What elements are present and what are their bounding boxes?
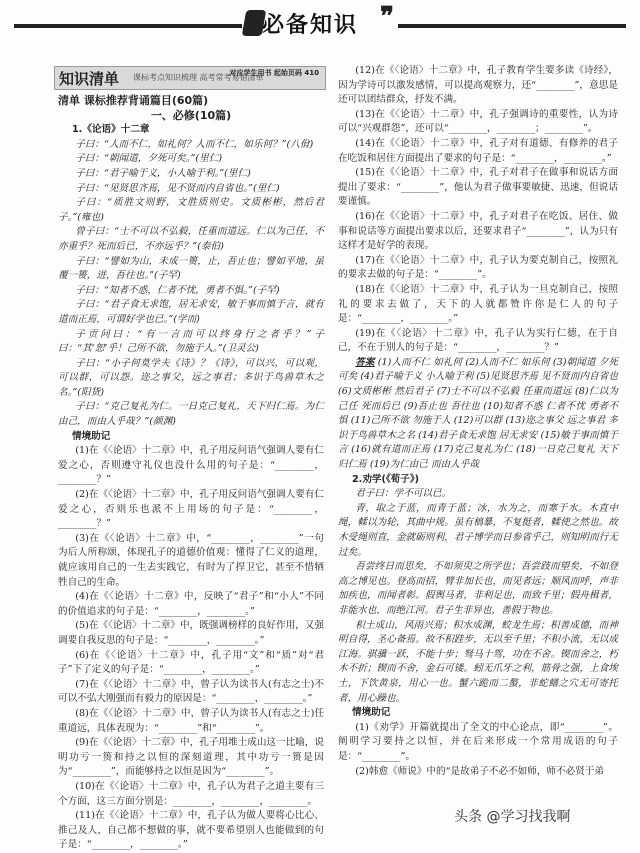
question-item: (16)在《〈论语〉十二章》中，孔子对君子在吃饭、居住、做事和说话等方面提出要求以后，还要求君子“________”，认为只有这样才是好学的表现。 xyxy=(338,210,618,252)
question-item: (13)在《〈论语〉十二章》中，孔子强调诗的重要性，认为诗可以“兴观群怨”，还可以“________，________；________”。 xyxy=(338,108,618,135)
question-item: (11)在《〈论语〉十二章》中，孔子认为做人要将心比心、推己及人，自己都不想做的事，就不要希望别人也能做到的句子是：“________，________。” xyxy=(58,810,324,851)
left-column xyxy=(58,92,324,853)
situation-heading: 情境助记 xyxy=(72,430,111,442)
passage-line: 子曰：“君子食无求饱，居无求安，敏于事而慎于言，就有道而正焉，可谓好学也已。”(学而) xyxy=(58,299,324,325)
passage-line: 青，取之于蓝，而青于蓝；冰，水为之，而寒于水。木直中绳，輮以为轮，其曲中规。虽有槁暴，不复挺者，輮使之然也。故木受绳则直，金就砺则利，君子博学而日参省乎己，则知明而行无过矣。 xyxy=(338,502,618,558)
question-item: (10)在《〈论语〉十二章》中，孔子认为君子之道主要有三个方面，这三方面分别是：________，________，________。 xyxy=(58,780,324,807)
answer-label: 答案 xyxy=(355,356,375,368)
header-page-ref: 对应学生用书 起始页码 410 xyxy=(229,69,319,77)
item-title: 1.《论语》十二章 xyxy=(72,124,150,136)
analects-passage xyxy=(58,138,324,430)
passage-line: 子曰：“朝闻道，夕死可矣。”(里仁) xyxy=(75,153,223,165)
question-item: (6)在《〈论语〉十二章》中，孔子用“文”和“质”对“君子”下了定义的句子是：“________，________。” xyxy=(58,649,324,676)
watermark: 头条 @学习找我啊 xyxy=(454,809,571,825)
knowledge-list-header xyxy=(54,66,326,90)
question-list xyxy=(58,444,324,853)
passage-line: 子曰：“知者不惑，仁者不忧，勇者不惧。”(子罕) xyxy=(75,284,280,296)
section-subheading: 一、必修(10篇) xyxy=(150,108,232,122)
passage-line: 子曰：“君子喻于义，小人喻于利。”(里仁) xyxy=(75,167,251,179)
passage-line: 君子曰：学不可以已。 xyxy=(355,488,452,500)
section-heading: 清单 课标推荐背诵篇目(60篇) xyxy=(58,94,209,107)
passage-line: 积土成山，风雨兴焉；积水成渊，蛟龙生焉；积善成德，而神明自得，圣心备焉。故不积跬步，无以至千里；不积小流，无以成江海。骐骥一跃，不能十步；驽马十驾，功在不舍。锲而舍之，朽木不折；锲而不舍，金石可镂。蚓无爪牙之利，筋骨之强，上食埃土，下饮黄泉，用心一也。蟹六跪而二螯，非蛇鳝之穴无可寄托者，用心躁也。 xyxy=(338,619,618,704)
banner-rule-left xyxy=(14,24,242,28)
question-item: (18)在《〈论语〉十二章》中，孔子认为一旦克制自己，按照礼的要求去做了，天下的人就都赞许你是仁人的句子是：“________，________。” xyxy=(338,283,618,325)
passage-line: 子曰：“克己复礼为仁。一日克己复礼，天下归仁焉。为仁由己，而由人乎哉？”(颜渊) xyxy=(58,401,324,428)
question-item: (1)《劝学》开篇就提出了全文的中心论点，即“________”。阐明学习要持之以恒，并在后来形成一个常用成语的句子是：“________”。 xyxy=(338,721,618,762)
question-item: (1)在《〈论语〉十二章》中，孔子用反问语气强调人要有仁爱之心，否则遵守礼仪也没什么用的句子是：“________，________？” xyxy=(58,445,324,486)
situation-heading: 情境助记 xyxy=(352,707,391,719)
question-item: (12)在《〈论语〉十二章》中，孔子教育学生要多读《诗经》，因为学诗可以激发感情，可以提高观察力，还“________”，意思是还可以团结群众，抒发不满。 xyxy=(338,65,618,106)
passage-line: 子曰：“人而不仁，如礼何？人而不仁，如乐何？”(八佾) xyxy=(75,138,314,150)
right-column xyxy=(338,64,618,779)
passage-line: 子曰：“小子何莫学夫《诗》？《诗》，可以兴，可以观，可以群，可以怨。迩之事父，远之事君；多识于鸟兽草木之名。”(阳货) xyxy=(58,357,324,398)
question-item: (7)在《〈论语〉十二章》中，曾子认为读书人(有志之士)不可以不弘大刚强而有毅力的原因是：“________，________。” xyxy=(58,678,324,705)
question-item: (14)在《〈论语〉十二章》中，孔子对有道德、有修养的君子在吃饭和居住方面提出了要求的句子是：“________，________。” xyxy=(338,137,618,164)
passage-line: 子贡问曰：“有一言而可以终身行之者乎？”子曰：“其‘恕’乎！己所不欲，勿施于人。”(卫灵公) xyxy=(58,328,324,355)
question-list xyxy=(338,64,618,356)
question-item: (2)韩愈《师说》中的“是故弟子不必不如师，师不必贤于弟 xyxy=(355,765,605,777)
question-item: (3)在《〈论语〉十二章》中，“________，________”一句为后人所称颂，体现孔子的道德价值观：懂得了仁义的道理，就应该用自己的一生去实践它，有时为了捍卫它，甚至不惜牺牲自己的生命。 xyxy=(58,532,324,588)
quanxue-passage xyxy=(338,487,618,706)
passage-line: 吾尝终日而思矣，不如须臾之所学也；吾尝跂而望矣，不如登高之博见也。登高而招，臂非加长也，而见者远；顺风而呼，声非加疾也，而闻者彰。假舆马者，非利足也，而致千里；假舟楫者，非能水也，而绝江河。君子生非异也，善假于物也。 xyxy=(338,561,618,616)
question-item: (2)在《〈论语〉十二章》中，孔子用反问语气强调人要有仁爱之心，否则乐也派不上用场的句子是：“________，________？” xyxy=(58,489,324,530)
banner-rule-right xyxy=(398,24,626,28)
page-banner xyxy=(0,0,640,58)
passage-line: 子曰：“譬如为山，未成一篑，止，吾止也；譬如平地，虽覆一篑，进，吾往也。”(子罕) xyxy=(58,255,324,282)
question-item: (17)在《〈论语〉十二章》中，孔子认为要克制自己，按照礼的要求去做的句子是：“________”。 xyxy=(338,254,618,281)
passage-line: 子曰：“质胜文则野，文胜质则史。文质彬彬，然后君子。”(雍也) xyxy=(58,197,324,223)
answer-block xyxy=(338,356,618,473)
answer-text: (1)人而不仁 如礼何 (2)人而不仁 如乐何 (3)朝闻道 夕死可矣 (4)君子喻于义 小人喻于利 (5)见贤思齐焉 见不贤而内自省也 (6)文质彬彬 然后君子 (7)士不可以不弘毅 任重而道远 (8)仁以为己任 死而后已 (9)吾止也 吾往也 (10)知者不惑 仁者不忧 勇者不惧 (11)己所不欲 勿施于人 (12)可以群 (13)迩之事父 远之事君 多识于鸟兽草木之名 (14)君子食无求饱 居无求安 (15)敏于事而慎于言 (16)就有道而正焉 (17)克己复礼为仁 (18)一日克己复礼 天下归仁焉 (19)为仁由己 而由人乎哉 xyxy=(338,356,618,471)
item-title: 2.劝学(《荀子》) xyxy=(352,473,420,485)
question-item: (15)在《〈论语〉十二章》中，孔子对君子在做事和说话方面提出了要求：“________”，他认为君子做事要敏捷、迅速，但说话要谨慎。 xyxy=(338,167,618,208)
question-item: (19)在《〈论语〉十二章》中，孔子认为实行仁德，在于自己，不在于别人的句子是：“________，________？” xyxy=(338,327,618,354)
passage-line: 曾子曰：“士不可以不弘毅，任重而道远。仁以为己任，不亦重乎？死而后已，不亦远乎？”(泰伯) xyxy=(58,226,324,252)
question-item: (9)在《〈论语〉十二章》中，孔子用堆土成山这一比喻，说明功亏一篑和持之以恒的深刻道理，其中功亏一篑是因为“________”，而能够持之以恒是因为“________”。 xyxy=(58,737,324,778)
passage-line: 子曰：“见贤思齐焉，见不贤而内自省也。”(里仁) xyxy=(75,182,280,194)
banner-title: 必备知识 xyxy=(262,13,359,38)
question-item: (4)在《〈论语〉十二章》中，反映了“君子”和“小人”不同的价值追求的句子是：“________，________。” xyxy=(58,591,324,617)
question-item: (5)在《〈论语〉十二章》中，既强调榜样的良好作用，又强调要自我反思的句子是：“________，________。” xyxy=(58,620,324,646)
question-item: (8)在《〈论语〉十二章》中，曾子认为读书人(有志之士)任重道远，具体表现为：“________”和“________”。 xyxy=(58,707,324,734)
banner-quote-icon: ❞ xyxy=(380,2,394,32)
header-subtitle: 课标考点知识梳理 高考常考易错清单 xyxy=(133,73,264,82)
header-title: 知识清单 xyxy=(59,70,120,88)
